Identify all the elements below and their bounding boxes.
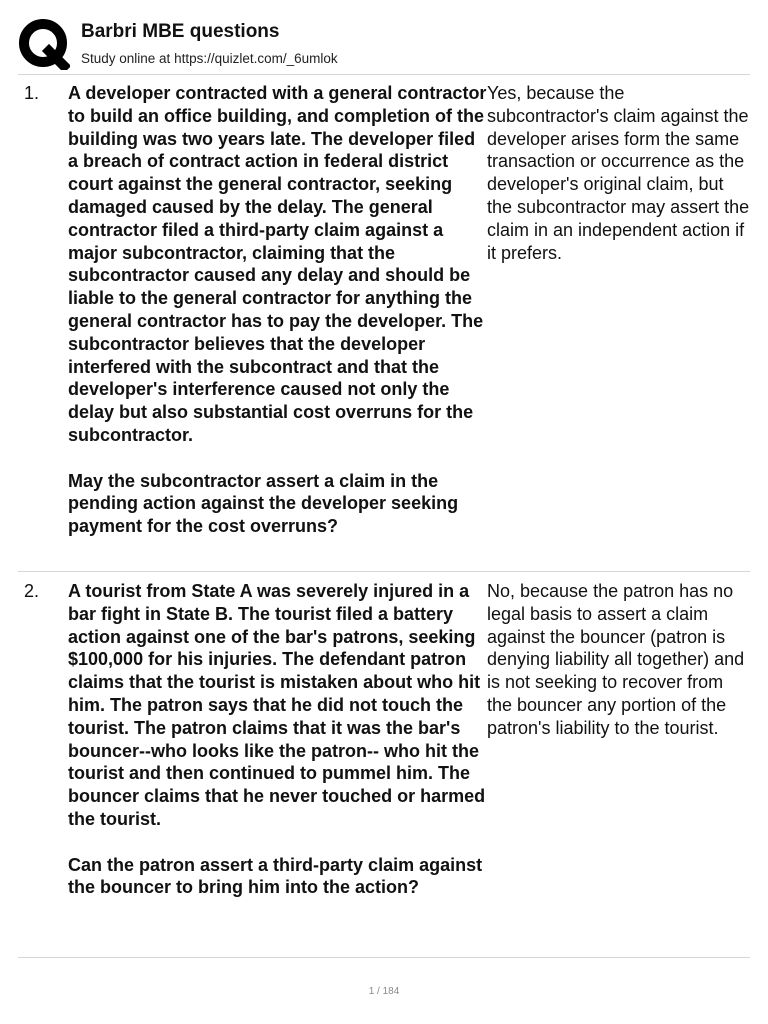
page-indicator: 1 / 184	[368, 986, 400, 997]
answer-text: No, because the patron has no legal basis to assert a claim against the bouncer (patron is denying liability all together) and is not seeking to recover from the bouncer any portion of the patron's liability to the tourist.	[487, 581, 745, 738]
question-number: 1.	[24, 83, 40, 103]
question-paragraph: A developer contracted with a general contractor to build an office building, and completion of the building was two years late. The developer filed a breach of contract action in federal district court against the general contractor, seeking damaged caused by the delay. The general contractor filed a third-party claim against a major subcontractor, claiming that the subcontractor caused any delay and should be liable to the general contractor for anything the general contractor has to pay the developer. The subcontractor believes that the developer interfered with the subcontract and that the developer's interference caused not only the delay but also substantial cost overruns for the subcontractor.	[68, 83, 487, 445]
question-text	[68, 82, 488, 538]
answer-text: Yes, because the subcontractor's claim against the developer arises form the same transaction or occurrence as the developer's original claim, but the subcontractor may assert the claim in an independent action if it prefers.	[487, 83, 750, 263]
header-divider	[18, 74, 750, 75]
page-header	[18, 18, 750, 74]
question-row	[18, 82, 750, 562]
quizlet-q-logo-icon	[18, 18, 70, 70]
question-paragraph: A tourist from State A was severely injured in a bar fight in State B. The tourist filed a battery action against one of the bar's patrons, seeking $100,000 for his injuries. The defendant patron claims that the tourist is mistaken about who hit him. The patron says that he did not touch the tourist. The patron claims that it was the bar's bouncer--who looks like the patron-- who hit the tourist and then continued to pummel him. The bouncer claims that he never touched or harmed the tourist.	[68, 581, 486, 829]
question-divider	[18, 571, 750, 572]
question-number: 2.	[24, 581, 40, 601]
question-prompt: May the subcontractor assert a claim in the pending action against the developer seeking payment for the cost overruns?	[68, 470, 459, 537]
question-row	[18, 580, 750, 948]
study-online-link[interactable]: Study online at https://quizlet.com/_6umlok	[81, 51, 338, 66]
question-text	[68, 580, 488, 899]
question-prompt: Can the patron assert a third-party claim against the bouncer to bring him into the action?	[68, 854, 483, 898]
question-divider	[18, 957, 750, 958]
document-title: Barbri MBE questions	[81, 21, 280, 42]
